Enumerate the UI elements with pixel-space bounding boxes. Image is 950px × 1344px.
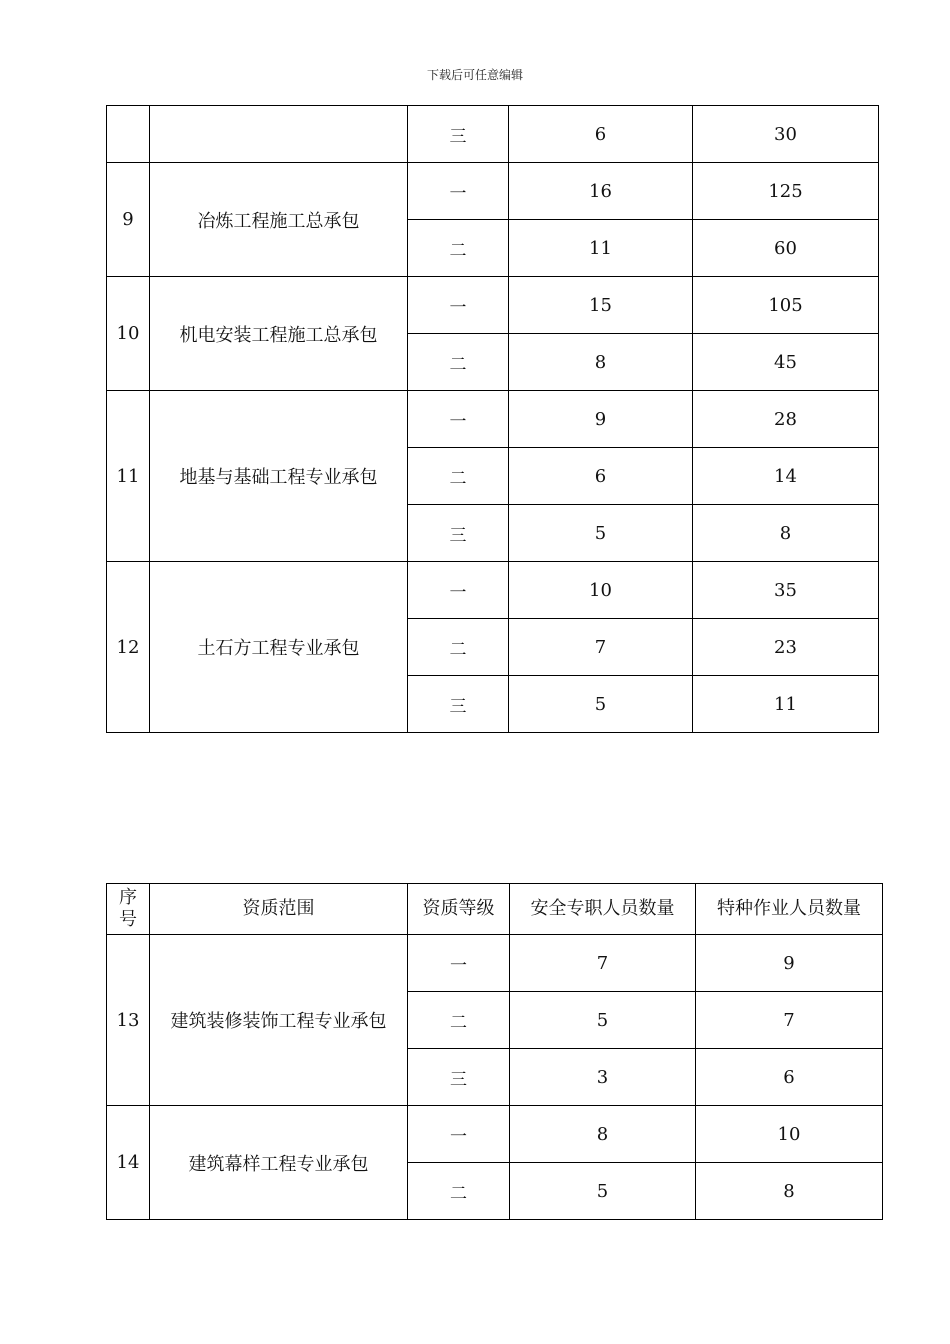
special-operator-count: 60 — [693, 220, 879, 277]
safety-staff-count: 15 — [509, 277, 693, 334]
special-operator-count: 14 — [693, 448, 879, 505]
special-operator-count: 8 — [696, 1163, 883, 1220]
table-2-body — [107, 935, 883, 1220]
safety-staff-count: 11 — [509, 220, 693, 277]
header-no — [107, 884, 150, 935]
table-row — [107, 277, 879, 334]
row-number: 13 — [107, 935, 150, 1106]
qualification-grade: 三 — [408, 1049, 510, 1106]
safety-staff-count: 7 — [510, 935, 696, 992]
special-operator-count: 7 — [696, 992, 883, 1049]
qualification-grade: 一 — [408, 391, 509, 448]
row-number: 14 — [107, 1106, 150, 1220]
header-scope: 资质范围 — [150, 884, 408, 935]
table-row — [107, 391, 879, 448]
special-operator-count: 8 — [693, 505, 879, 562]
special-operator-count: 10 — [696, 1106, 883, 1163]
qualification-grade: 二 — [408, 619, 509, 676]
qualification-table-1 — [106, 105, 879, 733]
row-number: 9 — [107, 163, 150, 277]
qualification-scope: 机电安装工程施工总承包 — [150, 277, 408, 391]
qualification-scope: 建筑幕样工程专业承包 — [150, 1106, 408, 1220]
row-number: 10 — [107, 277, 150, 391]
qualification-scope: 地基与基础工程专业承包 — [150, 391, 408, 562]
safety-staff-count: 10 — [509, 562, 693, 619]
special-operator-count: 6 — [696, 1049, 883, 1106]
special-operator-count: 105 — [693, 277, 879, 334]
table-row — [107, 935, 883, 992]
special-operator-count: 45 — [693, 334, 879, 391]
header-no-line2: 号 — [119, 909, 137, 930]
table-1-body — [107, 106, 879, 733]
header-special: 特种作业人员数量 — [696, 884, 883, 935]
table-row — [107, 163, 879, 220]
safety-staff-count: 5 — [510, 992, 696, 1049]
table-row — [107, 1106, 883, 1163]
table-row — [107, 106, 879, 163]
qualification-scope — [150, 106, 408, 163]
qualification-scope: 冶炼工程施工总承包 — [150, 163, 408, 277]
qualification-grade: 二 — [408, 220, 509, 277]
table-header-row — [107, 884, 883, 935]
safety-staff-count: 6 — [509, 106, 693, 163]
safety-staff-count: 5 — [510, 1163, 696, 1220]
special-operator-count: 11 — [693, 676, 879, 733]
qualification-grade: 二 — [408, 448, 509, 505]
header-safety: 安全专职人员数量 — [510, 884, 696, 935]
safety-staff-count: 3 — [510, 1049, 696, 1106]
safety-staff-count: 5 — [509, 505, 693, 562]
safety-staff-count: 8 — [510, 1106, 696, 1163]
row-number: 11 — [107, 391, 150, 562]
qualification-grade: 二 — [408, 992, 510, 1049]
qualification-grade: 一 — [408, 277, 509, 334]
row-number — [107, 106, 150, 163]
header-no-line1: 序 — [119, 887, 137, 908]
qualification-grade: 一 — [408, 1106, 510, 1163]
special-operator-count: 30 — [693, 106, 879, 163]
special-operator-count: 35 — [693, 562, 879, 619]
qualification-grade: 一 — [408, 935, 510, 992]
safety-staff-count: 7 — [509, 619, 693, 676]
qualification-scope: 建筑装修装饰工程专业承包 — [150, 935, 408, 1106]
qualification-table-2 — [106, 883, 883, 1220]
safety-staff-count: 16 — [509, 163, 693, 220]
qualification-scope: 土石方工程专业承包 — [150, 562, 408, 733]
special-operator-count: 23 — [693, 619, 879, 676]
qualification-grade: 二 — [408, 334, 509, 391]
qualification-grade: 二 — [408, 1163, 510, 1220]
qualification-grade: 一 — [408, 562, 509, 619]
special-operator-count: 9 — [696, 935, 883, 992]
table-row — [107, 562, 879, 619]
header-grade: 资质等级 — [408, 884, 510, 935]
qualification-grade: 三 — [408, 676, 509, 733]
safety-staff-count: 6 — [509, 448, 693, 505]
safety-staff-count: 5 — [509, 676, 693, 733]
safety-staff-count: 8 — [509, 334, 693, 391]
qualification-grade: 三 — [408, 106, 509, 163]
special-operator-count: 28 — [693, 391, 879, 448]
safety-staff-count: 9 — [509, 391, 693, 448]
header-note: 下载后可任意编辑 — [426, 68, 523, 82]
row-number: 12 — [107, 562, 150, 733]
qualification-grade: 三 — [408, 505, 509, 562]
special-operator-count: 125 — [693, 163, 879, 220]
qualification-grade: 一 — [408, 163, 509, 220]
